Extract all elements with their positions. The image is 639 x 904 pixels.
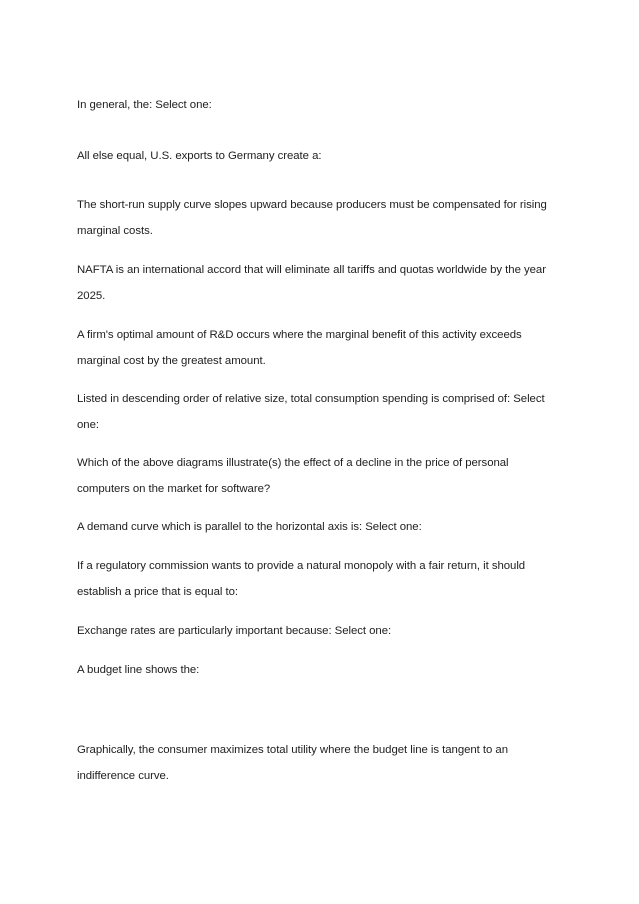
paragraph-line: A budget line shows the:	[77, 664, 200, 676]
paragraph-line: In general, the: Select one:	[77, 99, 212, 111]
paragraph-line: marginal cost by the greatest amount.	[77, 355, 266, 367]
paragraph-diagrams-software	[77, 450, 567, 502]
paragraph-exchange-rates	[77, 618, 567, 644]
paragraph-line: Graphically, the consumer maximizes total utility where the budget line is tangent to an	[77, 744, 508, 756]
paragraph-line: one:	[77, 419, 99, 431]
paragraph-line: NAFTA is an international accord that will eliminate all tariffs and quotas worldwide by the year	[77, 264, 546, 276]
paragraph-consumption-spending	[77, 386, 567, 438]
paragraph-line: computers on the market for software?	[77, 483, 271, 495]
paragraph-line: establish a price that is equal to:	[77, 586, 238, 598]
paragraph-line: Which of the above diagrams illustrate(s) the effect of a decline in the price of personal	[77, 457, 509, 469]
paragraph-in-general	[77, 92, 567, 118]
paragraph-line: A firm's optimal amount of R&D occurs where the marginal benefit of this activity exceeds	[77, 329, 522, 341]
paragraph-line: 2025.	[77, 290, 106, 302]
paragraph-demand-curve	[77, 514, 567, 540]
paragraph-line: The short-run supply curve slopes upward because producers must be compensated for rising	[77, 199, 547, 211]
paragraph-us-exports	[77, 143, 567, 169]
paragraph-consumer-utility	[77, 737, 567, 789]
paragraph-line: Listed in descending order of relative size, total consumption spending is comprised of: Select	[77, 393, 545, 405]
paragraph-short-run-supply	[77, 192, 567, 244]
paragraph-line: A demand curve which is parallel to the horizontal axis is: Select one:	[77, 521, 422, 533]
paragraph-rnd	[77, 322, 567, 374]
paragraph-budget-line	[77, 657, 567, 683]
paragraph-line: Exchange rates are particularly important because: Select one:	[77, 625, 392, 637]
paragraph-line: indifference curve.	[77, 770, 169, 782]
paragraph-natural-monopoly	[77, 553, 567, 605]
paragraph-line: All else equal, U.S. exports to Germany create a:	[77, 150, 322, 162]
paragraph-nafta	[77, 257, 567, 309]
paragraph-line: marginal costs.	[77, 225, 153, 237]
paragraph-line: If a regulatory commission wants to provide a natural monopoly with a fair return, it should	[77, 560, 526, 572]
